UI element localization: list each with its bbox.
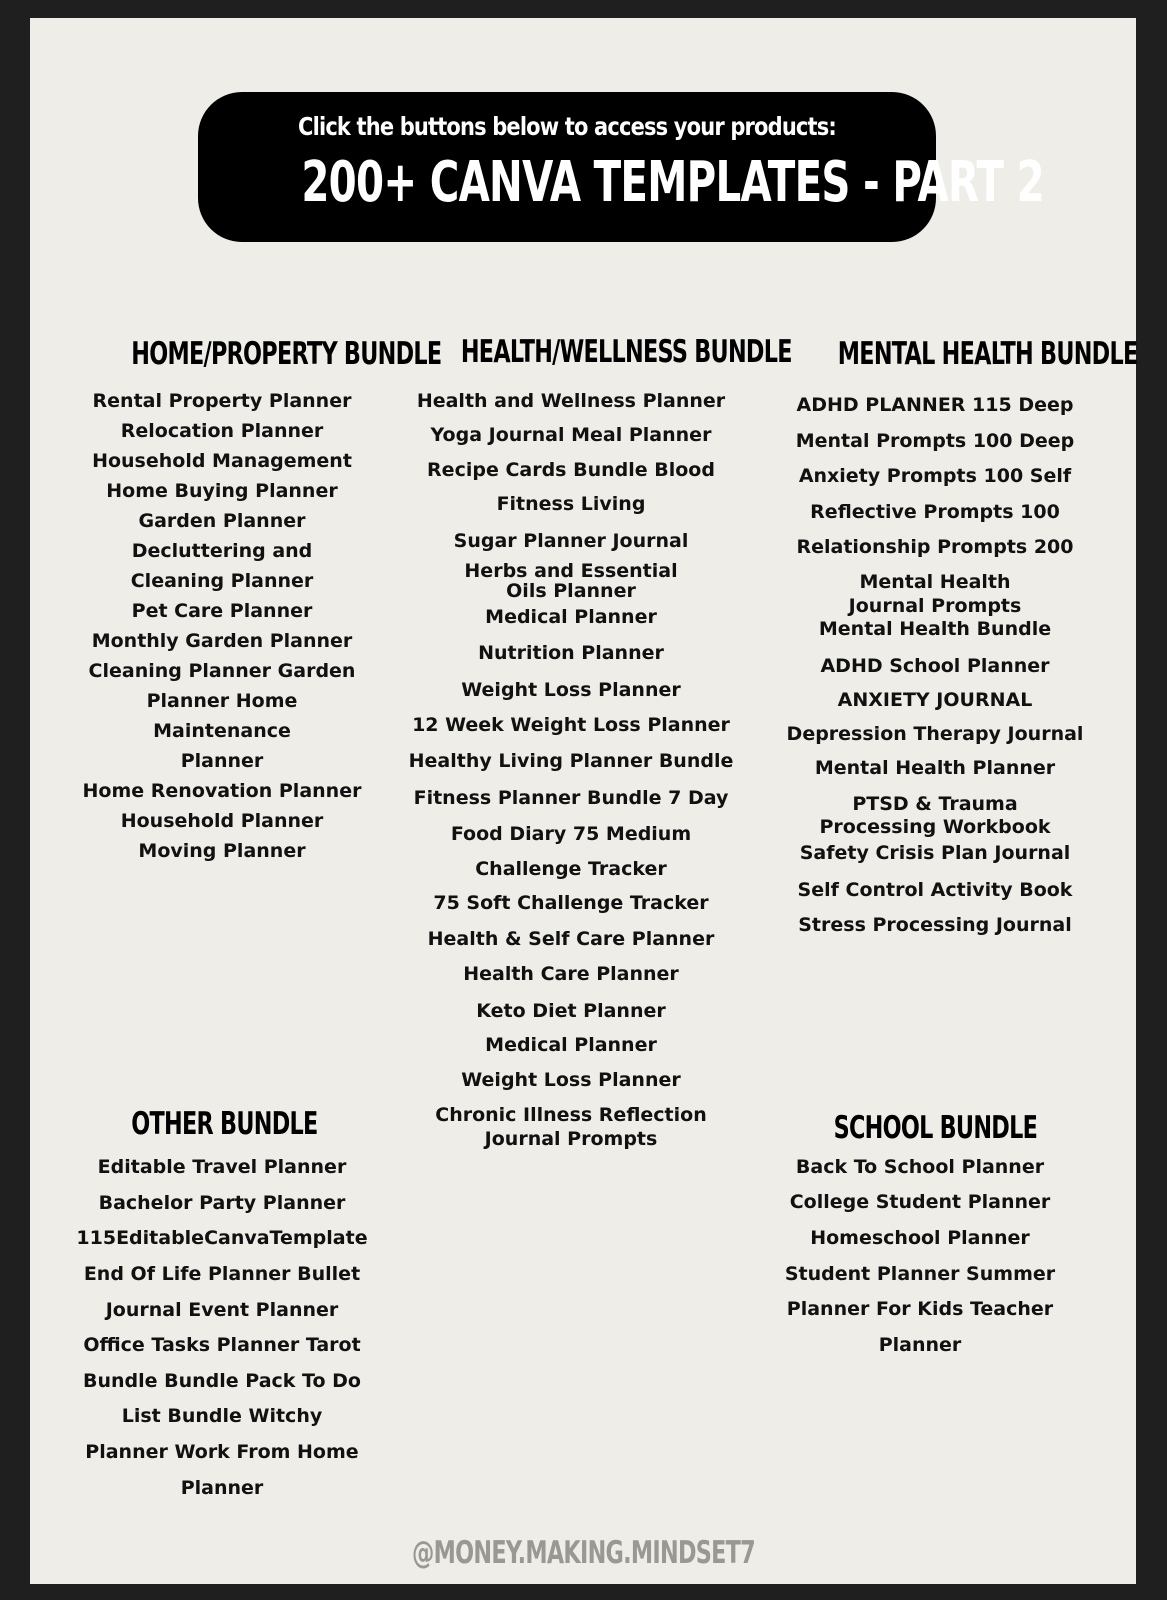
list-item[interactable]: Health and Wellness Planner xyxy=(416,390,726,412)
list-item[interactable]: Challenge Tracker xyxy=(475,858,667,880)
list-item[interactable]: Sugar Planner Journal xyxy=(453,530,689,552)
list-item[interactable]: Bundle Bundle Pack To Do xyxy=(83,1370,361,1392)
list-item[interactable]: Mental Health xyxy=(859,571,1011,593)
section-heading: HOME/PROPERTY BUNDLE xyxy=(131,336,442,372)
list-item[interactable]: Planner xyxy=(180,750,264,772)
list-item[interactable]: 115EditableCanvaTemplate xyxy=(76,1227,368,1249)
list-item[interactable]: Weight Loss Planner xyxy=(461,679,681,701)
list-item[interactable]: Healthy Living Planner Bundle xyxy=(408,750,734,772)
list-item[interactable]: ADHD PLANNER 115 Deep xyxy=(796,394,1074,416)
list-item[interactable]: Planner xyxy=(878,1334,962,1356)
section-heading: HEALTH/WELLNESS BUNDLE xyxy=(460,334,792,370)
header-banner xyxy=(198,92,1044,242)
list-item[interactable]: Medical Planner xyxy=(485,606,657,628)
list-item[interactable]: Weight Loss Planner xyxy=(461,1069,681,1091)
list-item[interactable]: Recipe Cards Bundle Blood xyxy=(427,459,715,481)
list-item[interactable]: Herbs and Essential xyxy=(464,560,678,582)
section-health-wellness-bundle xyxy=(408,330,792,1180)
section-heading: SCHOOL BUNDLE xyxy=(833,1110,1038,1146)
header-subtitle: Click the buttons below to access your products: xyxy=(298,112,836,141)
list-item[interactable]: Food Diary 75 Medium xyxy=(450,823,692,845)
list-item[interactable]: Maintenance xyxy=(153,720,291,742)
list-item[interactable]: ADHD School Planner xyxy=(820,655,1050,677)
list-item[interactable]: Editable Travel Planner xyxy=(97,1156,347,1178)
list-item[interactable]: 75 Soft Challenge Tracker xyxy=(433,892,709,914)
list-item[interactable]: Fitness Living xyxy=(496,493,646,515)
list-item[interactable]: Homeschool Planner xyxy=(810,1227,1030,1249)
list-item[interactable]: Back To School Planner xyxy=(795,1156,1045,1178)
list-item[interactable]: Cleaning Planner Garden xyxy=(88,660,356,682)
list-item[interactable]: Keto Diet Planner xyxy=(476,1000,666,1022)
section-home-property-bundle xyxy=(82,330,442,890)
list-item[interactable]: Chronic Illness Reflection xyxy=(435,1104,707,1126)
list-item[interactable]: Household Management xyxy=(92,450,352,472)
list-item[interactable]: Processing Workbook xyxy=(819,816,1051,838)
section-heading: OTHER BUNDLE xyxy=(131,1106,318,1142)
list-item[interactable]: ANXIETY JOURNAL xyxy=(837,689,1033,711)
list-item[interactable]: PTSD & Trauma xyxy=(852,793,1018,815)
list-item[interactable]: Bachelor Party Planner xyxy=(98,1192,346,1214)
list-item[interactable]: Home Buying Planner xyxy=(106,480,338,502)
list-item[interactable]: Planner Home xyxy=(146,690,298,712)
list-item[interactable]: Medical Planner xyxy=(485,1034,657,1056)
section-school-bundle xyxy=(784,1106,1056,1366)
list-item[interactable]: List Bundle Witchy xyxy=(121,1405,323,1427)
list-item[interactable]: Planner For Kids Teacher xyxy=(786,1298,1054,1320)
list-item[interactable]: Fitness Planner Bundle 7 Day xyxy=(413,787,729,809)
list-item[interactable]: Household Planner xyxy=(120,810,324,832)
list-item[interactable]: Anxiety Prompts 100 Self xyxy=(798,465,1072,487)
list-item[interactable]: Mental Prompts 100 Deep xyxy=(795,430,1075,452)
list-item[interactable]: Office Tasks Planner Tarot xyxy=(83,1334,361,1356)
list-item[interactable]: Relocation Planner xyxy=(120,420,324,442)
list-item[interactable]: Student Planner Summer xyxy=(784,1263,1056,1285)
section-mental-health-bundle xyxy=(786,330,1138,960)
list-item[interactable]: Garden Planner xyxy=(138,510,306,532)
list-item[interactable]: 12 Week Weight Loss Planner xyxy=(412,714,730,736)
list-item[interactable]: Safety Crisis Plan Journal xyxy=(799,842,1071,864)
list-item[interactable]: Home Renovation Planner xyxy=(82,780,362,802)
list-item[interactable]: Self Control Activity Book xyxy=(797,879,1073,901)
list-item[interactable]: Planner Work From Home xyxy=(85,1441,359,1463)
section-heading: MENTAL HEALTH BUNDLE xyxy=(837,336,1138,372)
list-item[interactable]: Journal Event Planner xyxy=(105,1299,339,1321)
list-item[interactable]: College Student Planner xyxy=(789,1191,1051,1213)
list-item[interactable]: Monthly Garden Planner xyxy=(91,630,353,652)
footer-handle: @MONEY.MAKING.MINDSET7 xyxy=(412,1535,755,1571)
list-item[interactable]: Cleaning Planner xyxy=(130,570,314,592)
list-item[interactable]: Health Care Planner xyxy=(463,963,679,985)
list-item[interactable]: Mental Health Planner xyxy=(814,757,1056,779)
list-item[interactable]: Journal Prompts xyxy=(484,1128,658,1150)
list-item[interactable]: Stress Processing Journal xyxy=(798,914,1072,936)
list-item[interactable]: Moving Planner xyxy=(138,840,306,862)
list-item[interactable]: Reflective Prompts 100 xyxy=(810,501,1060,523)
list-item[interactable]: Pet Care Planner xyxy=(131,600,313,622)
list-item[interactable]: Oils Planner xyxy=(506,580,636,602)
list-item[interactable]: Planner xyxy=(180,1477,264,1499)
list-item[interactable]: Journal Prompts xyxy=(848,595,1022,617)
section-other-bundle xyxy=(76,1106,368,1506)
list-item[interactable]: Depression Therapy Journal xyxy=(786,723,1084,745)
list-item[interactable]: Relationship Prompts 200 xyxy=(796,536,1074,558)
list-item[interactable]: Rental Property Planner xyxy=(92,390,352,412)
list-item[interactable]: Yoga Journal Meal Planner xyxy=(430,424,712,446)
list-item[interactable]: Decluttering and xyxy=(131,540,313,562)
list-item[interactable]: Nutrition Planner xyxy=(478,642,664,664)
list-item[interactable]: Health & Self Care Planner xyxy=(427,928,715,950)
header-title: 200+ CANVA TEMPLATES - PART 2 xyxy=(301,150,1044,215)
list-item[interactable]: End Of Life Planner Bullet xyxy=(83,1263,361,1285)
list-item[interactable]: Mental Health Bundle xyxy=(818,618,1052,640)
